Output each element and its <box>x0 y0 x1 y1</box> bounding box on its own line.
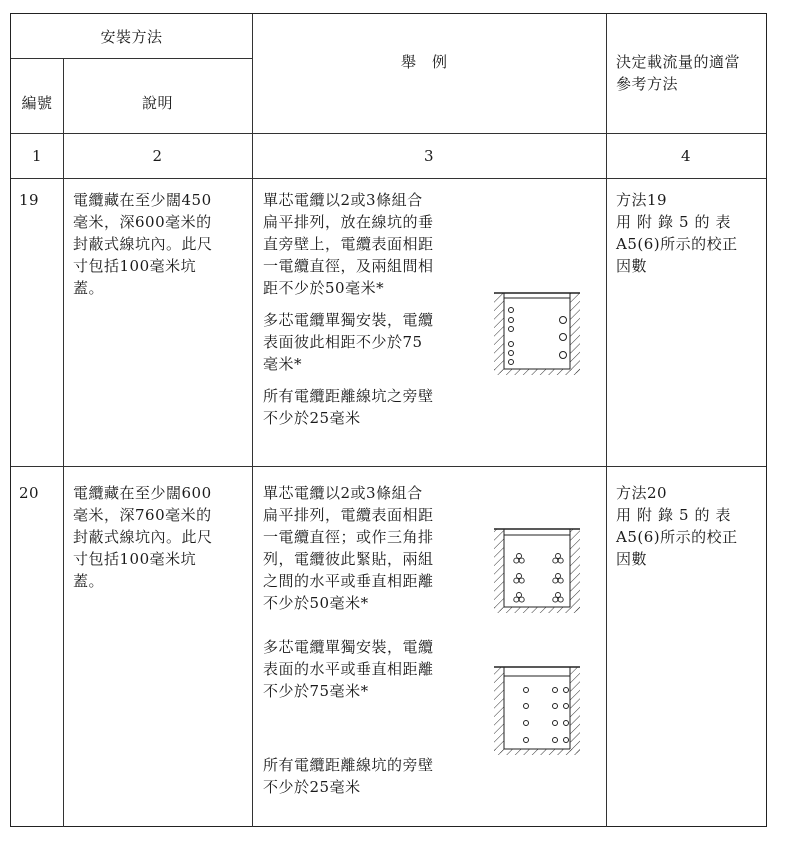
text-line: 直旁壁上，電纜表面相距 <box>263 235 434 253</box>
text-line: 毫米，深760毫米的 <box>73 506 212 524</box>
text-line: 表面的水平或垂直相距離 <box>263 660 434 678</box>
text-line: A5(6)所示的校正 <box>616 528 738 546</box>
trench-multicore-diagram-icon <box>492 659 582 759</box>
example-paragraph <box>263 385 483 429</box>
row-20-number: 20 <box>19 484 40 502</box>
text-line: 扁平排列，放在線坑的垂 <box>263 213 434 231</box>
text-line: 一電纜直徑，及兩組間相 <box>263 257 434 275</box>
example-paragraph <box>263 189 483 299</box>
text-line: 不少於25毫米 <box>263 778 361 796</box>
text-line: 毫米* <box>263 355 303 373</box>
row-20-example <box>263 482 483 808</box>
row-20-reference <box>616 482 764 570</box>
text-line: 距不少於50毫米* <box>263 279 385 297</box>
text-line: 用附錄5的表 <box>616 506 737 524</box>
example-paragraph <box>263 754 483 798</box>
text-line: 方法20 <box>616 484 668 502</box>
text-line: 電纜藏在至少闊600 <box>73 484 212 502</box>
text-line: 多芯電纜單獨安裝，電纜 <box>263 638 434 656</box>
text-line: A5(6)所示的校正 <box>616 235 738 253</box>
text-line: 單芯電纜以2或3條組合 <box>263 191 423 209</box>
text-line: 不少於75毫米* <box>263 682 369 700</box>
text-line: 封蔽式線坑內。此尺 <box>73 235 213 253</box>
row-19-number: 19 <box>19 191 40 209</box>
text-line: 方法19 <box>616 191 668 209</box>
text-line: 之間的水平或垂直相距離 <box>263 572 434 590</box>
divider <box>11 58 252 59</box>
text-line: 用附錄5的表 <box>616 213 737 231</box>
col-number-1: 1 <box>31 147 43 165</box>
col-number-3: 3 <box>423 147 435 165</box>
example-paragraph <box>263 636 483 702</box>
text-line: 封蔽式線坑內。此尺 <box>73 528 213 546</box>
text-line: 扁平排列，電纜表面相距 <box>263 506 434 524</box>
text-line: 蓋。 <box>73 572 105 590</box>
trench-diagram-icon <box>492 287 582 377</box>
header-example: 舉 例 <box>401 53 448 71</box>
text-line: 因數 <box>616 550 648 568</box>
col-number-2: 2 <box>152 147 163 165</box>
text-line: 電纜藏在至少闊450 <box>73 191 212 209</box>
divider <box>11 133 766 134</box>
text-line: 毫米，深600毫米的 <box>73 213 212 231</box>
divider <box>252 14 253 827</box>
text-line: 單芯電纜以2或3條組合 <box>263 484 423 502</box>
divider <box>63 58 64 827</box>
text-line: 寸包括100毫米坑 <box>73 257 197 275</box>
header-install-method: 安裝方法 <box>100 28 163 46</box>
text-line: 不少於25毫米 <box>263 409 361 427</box>
header-reference-line: 決定載流量的適當 <box>616 53 741 71</box>
example-paragraph <box>263 309 483 375</box>
example-paragraph <box>263 482 483 614</box>
row-19-reference <box>616 189 764 277</box>
row-20-description <box>73 482 251 592</box>
divider <box>606 14 607 827</box>
text-line: 所有電纜距離線坑之旁壁 <box>263 387 434 405</box>
text-line: 一電纜直徑；或作三角排 <box>263 528 434 546</box>
row-19-example <box>263 189 483 439</box>
text-line: 不少於50毫米* <box>263 594 369 612</box>
text-line: 因數 <box>616 257 648 275</box>
text-line: 所有電纜距離線坑的旁壁 <box>263 756 434 774</box>
text-line: 多芯電纜單獨安裝，電纜 <box>263 311 434 329</box>
header-description: 說明 <box>141 94 173 112</box>
text-line: 蓋。 <box>73 279 105 297</box>
row-19-description <box>73 189 251 299</box>
header-reference-method <box>616 51 766 95</box>
header-reference-line: 參考方法 <box>616 75 679 93</box>
col-number-4: 4 <box>680 147 692 165</box>
installation-methods-table <box>10 13 767 827</box>
divider <box>11 466 766 467</box>
divider <box>11 178 766 179</box>
text-line: 列，電纜彼此緊貼，兩組 <box>263 550 434 568</box>
header-no: 編號 <box>21 94 53 112</box>
text-line: 寸包括100毫米坑 <box>73 550 197 568</box>
text-line: 表面彼此相距不少於75 <box>263 333 423 351</box>
trench-trefoil-diagram-icon <box>492 525 582 615</box>
